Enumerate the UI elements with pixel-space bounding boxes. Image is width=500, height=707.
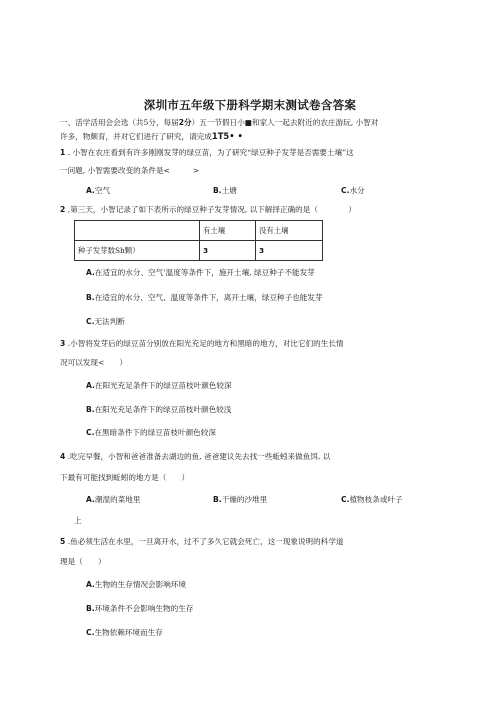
table-row xyxy=(75,241,323,261)
option-letter: A. xyxy=(86,186,95,195)
question-number: 4 xyxy=(60,452,66,461)
question-number: 5 xyxy=(60,537,66,546)
option-text: 在阳光充足条件下的绿豆苗枝叶颜色较浅 xyxy=(94,405,232,414)
q2-option-a xyxy=(86,268,315,278)
option-letter: C. xyxy=(86,628,95,637)
germination-table xyxy=(74,220,323,261)
option-letter: C. xyxy=(86,317,95,326)
option-text: 生物依赖环境而生存 xyxy=(94,628,163,637)
option-letter: A. xyxy=(86,495,95,504)
question-4-stem xyxy=(60,452,330,462)
option-text: 在黑暗条件下的绿豆苗枝叶颜色较深 xyxy=(94,428,216,437)
question-2-stem xyxy=(60,205,356,215)
question-text: .小智将发芽后的绿豆苗分别放在阳光充足的地方和黑暗的地方，对比它们的生长情 xyxy=(67,339,344,348)
question-number: 1 xyxy=(60,148,66,157)
intro-text-c: ）五一节假日小■和家人一起去附近的农庄游玩, 小智对 xyxy=(191,118,379,127)
option-letter: C. xyxy=(341,186,350,195)
question-3-stem-cont: 况可以发现< ） xyxy=(60,358,128,367)
document-title: 深圳市五年级下册科学期末测试卷含答案 xyxy=(143,98,357,112)
q1-option-a xyxy=(86,186,110,196)
q2-option-c xyxy=(86,317,125,327)
option-letter: B. xyxy=(86,405,95,414)
question-5-stem-cont: 理是（ ） xyxy=(60,557,106,566)
question-1-stem-cont: 一问题, 小智需要改变的条件是< > xyxy=(60,166,200,175)
q3-option-b xyxy=(86,405,231,415)
option-text: 干燥的沙堆里 xyxy=(221,495,268,504)
question-3-stem xyxy=(60,339,344,349)
intro-range: 1T5• • xyxy=(211,131,243,141)
q1-option-b xyxy=(213,186,237,196)
intro-text-2a: 许多，物颇育，并对它们进行了研究，请完成 xyxy=(60,132,212,141)
option-text: 土塘 xyxy=(221,186,237,195)
option-letter: B. xyxy=(86,604,95,613)
q4-option-c xyxy=(341,495,403,505)
q5-option-c xyxy=(86,628,163,638)
option-text: 潮湿的菜地里 xyxy=(94,495,141,504)
question-number: 3 xyxy=(60,339,66,348)
question-text: ,第三天，小智记录了如下表所示的绿豆种子发芽情况, 以下解择正确的是（ ） xyxy=(67,205,356,214)
question-4-stem-cont: 下最有可能找到蚯蚓的地方是（ ） xyxy=(60,473,190,482)
intro-text-a: 一、活学活用会会选（共5分，每届 xyxy=(60,118,179,127)
table-cell: 3 xyxy=(256,241,323,261)
section-intro-line-1 xyxy=(60,118,378,128)
table-header-cell: 没有土壤 xyxy=(256,221,323,241)
q1-option-c xyxy=(341,186,365,196)
option-text: 无法判断 xyxy=(94,317,125,326)
question-text: . 小智在农庄看到有许多刚刚发芽的绿豆苗，为了研究“绿豆种子发芽是否需要土壤”这 xyxy=(67,148,354,157)
option-letter: A. xyxy=(86,268,95,277)
q2-option-b xyxy=(86,293,323,303)
table-header-cell xyxy=(75,221,200,241)
section-intro-line-2 xyxy=(60,131,243,142)
option-text: 在适宜的水分、空气、温度等条件下，离开土壤，绿豆种子也能发芽 xyxy=(94,293,323,302)
question-5-stem xyxy=(60,537,344,547)
q5-option-b xyxy=(86,604,193,614)
option-letter: B. xyxy=(86,293,95,302)
option-text: 水分 xyxy=(349,186,365,195)
option-text: 在阳光充足条件下的绿豆苗枝叶颜色较深 xyxy=(94,381,232,390)
q4-option-b xyxy=(213,495,267,505)
table-row-label: 种子发芽数Sh颗） xyxy=(75,241,200,261)
table-cell: 3 xyxy=(200,241,256,261)
option-letter: C. xyxy=(86,428,95,437)
question-1-stem xyxy=(60,148,354,158)
question-text: .吃完早餐，小智和爸爸准备去湖边的鱼, 爸爸建议先去找一些蚯蚓来做鱼饵, 以 xyxy=(67,452,331,461)
option-text: 环境条件不会影响生物的生存 xyxy=(94,604,194,613)
question-number: 2 xyxy=(60,205,66,214)
q4-option-a xyxy=(86,495,140,505)
option-text: 在适宜的水分、空气’温度等条件下，施开土壤, 绿豆种子不能发芽 xyxy=(94,268,315,277)
option-text: 空气 xyxy=(94,186,111,195)
option-letter: A. xyxy=(86,381,95,390)
table-header-cell: 有土壤 xyxy=(200,221,256,241)
option-letter: C. xyxy=(341,495,350,504)
option-text: 生物的生存情况会影响环境 xyxy=(94,580,187,589)
option-letter: A. xyxy=(86,580,95,589)
q4-option-c-cont: 上 xyxy=(74,516,82,525)
intro-score: 2分 xyxy=(178,118,192,127)
option-text: 植物枝条或叶子 xyxy=(349,495,403,504)
question-text: .鱼必须生活在水里，一旦离开水，过不了多久它就会死亡，这一现象说明的科学道 xyxy=(67,537,344,546)
q3-option-a xyxy=(86,381,232,391)
option-letter: B. xyxy=(213,186,222,195)
table-header-row xyxy=(75,221,323,241)
option-letter: B. xyxy=(213,495,222,504)
q5-option-a xyxy=(86,580,186,590)
q3-option-c xyxy=(86,428,216,438)
